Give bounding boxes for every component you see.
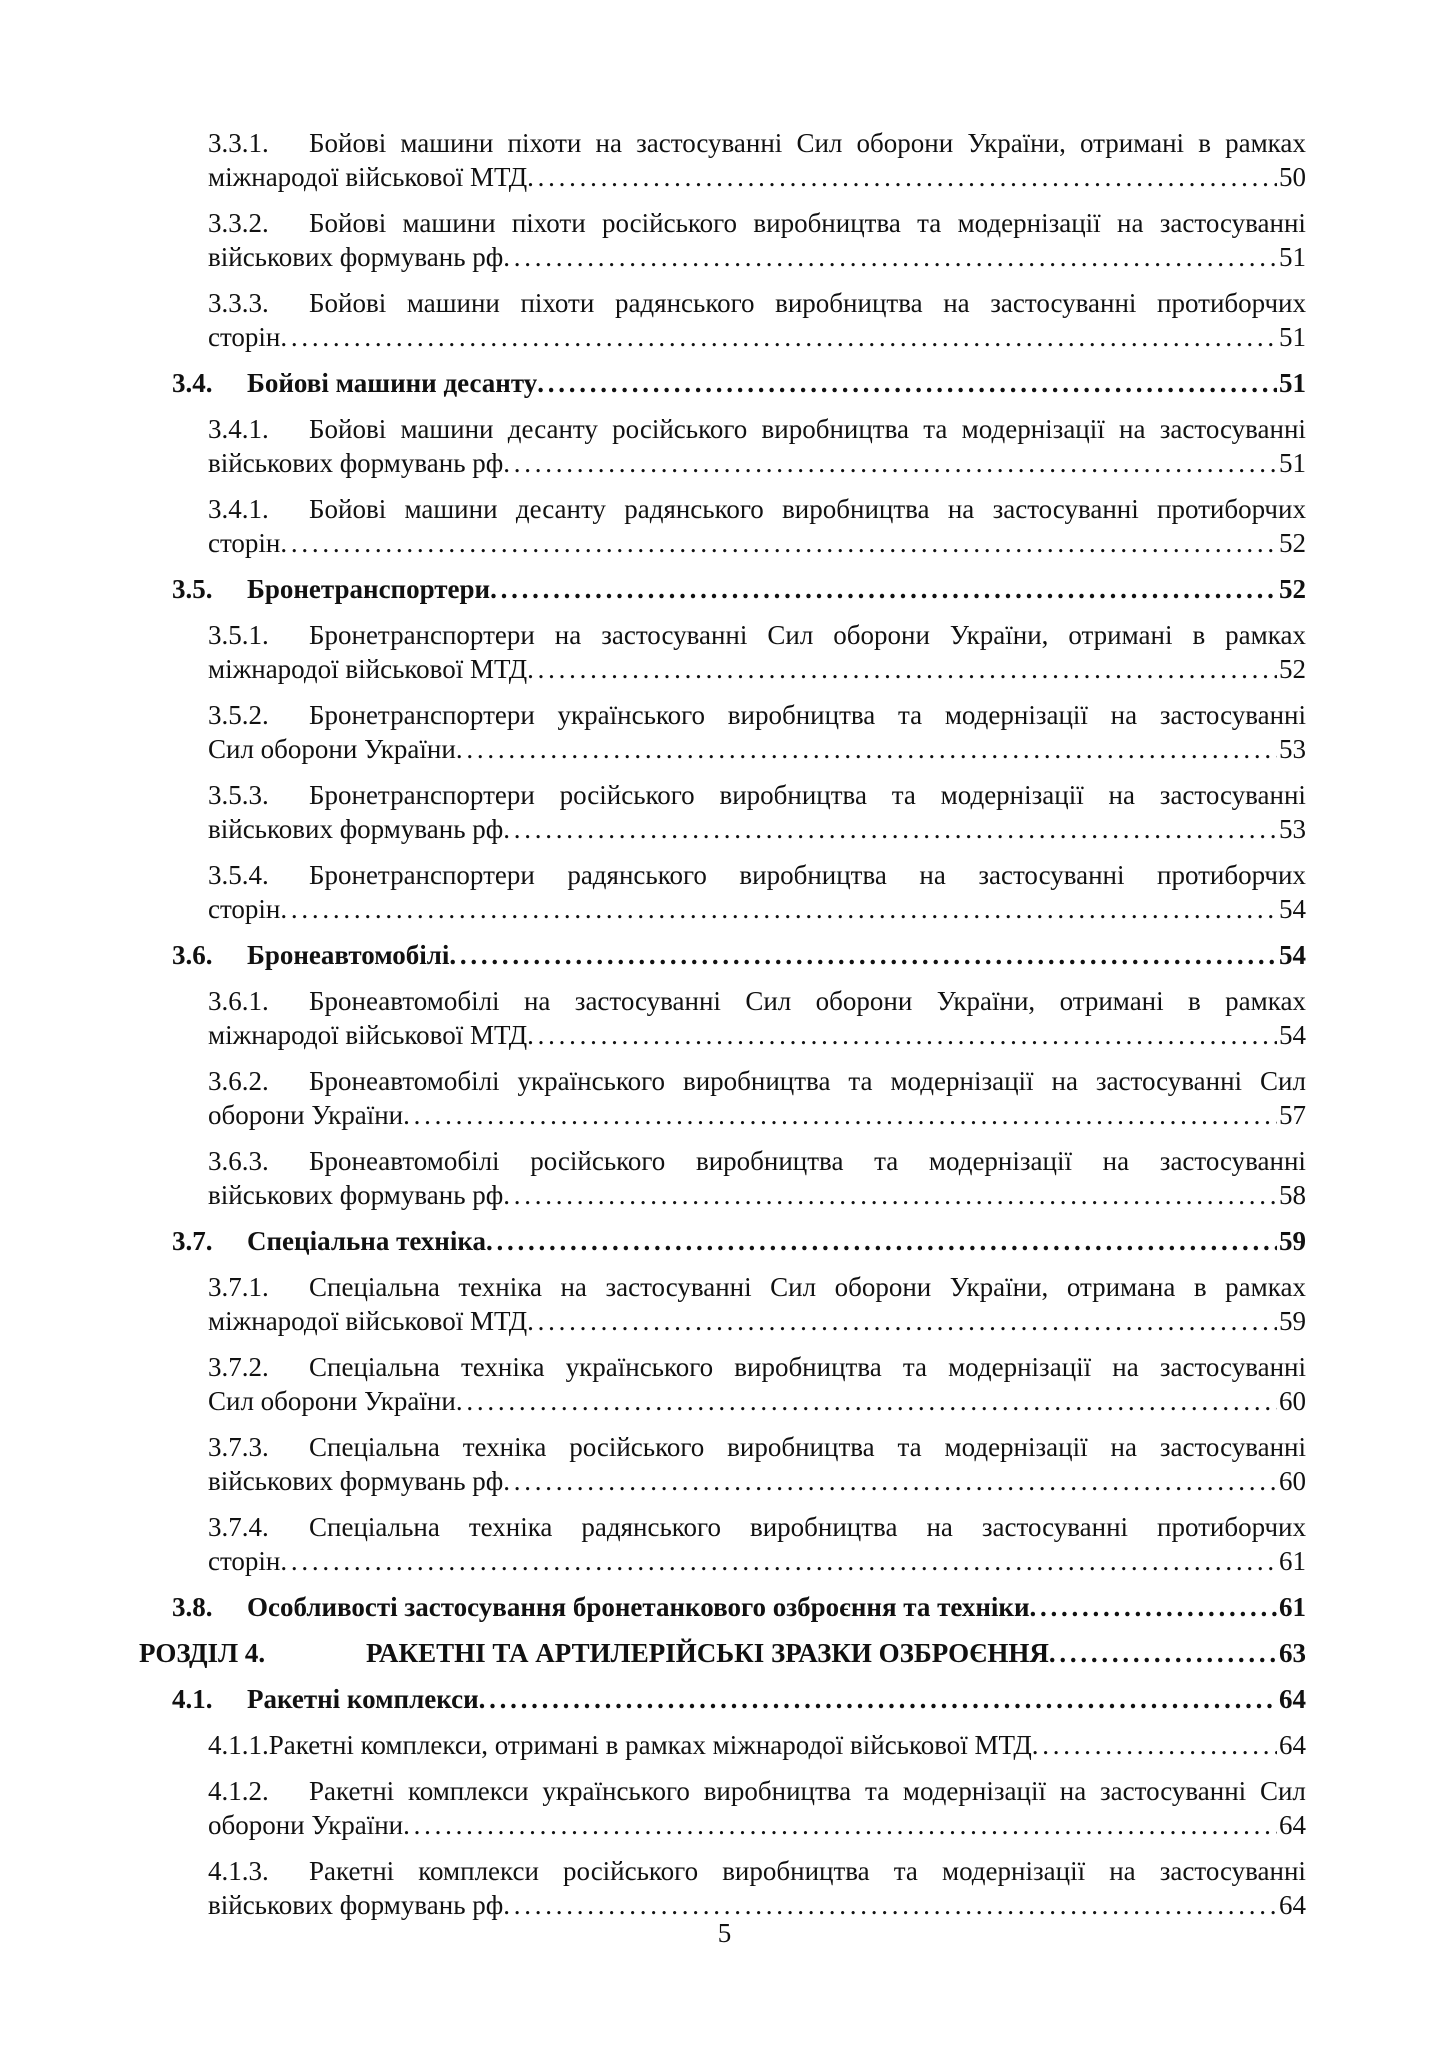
toc-page-number: 51: [1279, 322, 1306, 352]
toc-leader-line: [208, 1728, 1306, 1762]
toc-page-number: 61: [1279, 1592, 1306, 1622]
toc-dot-leader: [503, 446, 1277, 480]
toc-entry-title-line2: сторін: [208, 528, 281, 558]
toc-page-number: 51: [1279, 368, 1306, 398]
toc-dot-leader: [486, 1224, 1277, 1258]
toc-dot-leader: [527, 1304, 1277, 1338]
toc-page-number: 52: [1279, 574, 1306, 604]
toc-dot-leader: [490, 572, 1277, 606]
toc-entry-title-line1: Спеціальна техніка на застосуванні Сил оборони України, отримана в рамках: [309, 1272, 1306, 1302]
toc-page-number: 61: [1279, 1546, 1306, 1576]
toc-dot-leader: [456, 732, 1277, 766]
toc-entry-number: 3.6.2.: [208, 1066, 269, 1096]
toc-dot-leader: [449, 938, 1277, 972]
toc-entry-title-line1: Бронетранспортери радянського виробництва на застосуванні протиборчих: [309, 860, 1306, 890]
toc-page-number: 52: [1279, 654, 1306, 684]
toc-entry-subsection[interactable]: [172, 572, 1306, 606]
toc-page-number: 53: [1279, 734, 1306, 764]
toc-entry-title-line1: Бронетранспортери українського виробництва та модернізації на застосуванні: [309, 700, 1306, 730]
toc-page-number: 54: [1279, 894, 1306, 924]
toc-entry-number: 3.3.1.: [208, 128, 269, 158]
toc-entry-title-line1: Бойові машини піхоти радянського виробництва на застосуванні протиборчих: [309, 288, 1306, 318]
table-of-contents: [0, 126, 1449, 1934]
toc-leader-line: [208, 812, 1306, 846]
toc-page-number: 57: [1279, 1100, 1306, 1130]
toc-entry-number: 3.7.3.: [208, 1432, 269, 1462]
toc-leader-line: [172, 1590, 1306, 1624]
toc-entry-subsubsection[interactable]: [208, 984, 1306, 1052]
toc-page-number: 64: [1279, 1890, 1306, 1920]
toc-leader-line: [208, 160, 1306, 194]
toc-entry-title-line2: міжнародої військової МТД: [208, 654, 528, 684]
toc-entry-first-line: [208, 492, 1306, 526]
toc-entry-title: РАКЕТНІ ТА АРТИЛЕРІЙСЬКІ ЗРАЗКИ ОЗБРОЄННЯ: [366, 1638, 1049, 1668]
toc-entry-title-line1: Бойові машини піхоти на застосуванні Сил оборони України, отримані в рамках: [309, 128, 1306, 158]
toc-dot-leader: [280, 892, 1277, 926]
toc-dot-leader: [403, 1808, 1277, 1842]
toc-entry-subsubsection[interactable]: [208, 492, 1306, 560]
toc-leader-line: [139, 1636, 1306, 1670]
toc-entry-first-line: [208, 858, 1306, 892]
toc-page-number: 64: [1279, 1684, 1306, 1714]
toc-entry-subsubsection[interactable]: [208, 1854, 1306, 1922]
toc-entry-title-line1: Спеціальна техніка радянського виробництва на застосуванні протиборчих: [309, 1512, 1306, 1542]
toc-dot-leader: [456, 1384, 1277, 1418]
toc-leader-line: [208, 652, 1306, 686]
toc-page-number: 59: [1279, 1306, 1306, 1336]
toc-entry-first-line: [208, 698, 1306, 732]
toc-leader-line: [208, 1098, 1306, 1132]
toc-entry-number: 3.5.1.: [208, 620, 269, 650]
toc-dot-leader: [503, 1464, 1277, 1498]
toc-entry-title-line2: військових формувань рф: [208, 1890, 504, 1920]
toc-entry-first-line: [208, 1774, 1306, 1808]
toc-dot-leader: [280, 526, 1277, 560]
toc-entry-subsubsection[interactable]: [208, 126, 1306, 194]
toc-leader-line: [208, 1808, 1306, 1842]
toc-entry-title-line2: міжнародої військової МТД: [208, 1020, 528, 1050]
toc-entry-title-line2: військових формувань рф: [208, 1466, 504, 1496]
toc-leader-line: [208, 1544, 1306, 1578]
toc-entry-number: РОЗДІЛ 4.: [139, 1638, 266, 1668]
toc-entry-subsubsection[interactable]: [208, 858, 1306, 926]
toc-dot-leader: [280, 320, 1277, 354]
toc-entry-title-line1: Бойові машини піхоти російського виробництва та модернізації на застосуванні: [309, 208, 1306, 238]
toc-entry-first-line: [208, 1270, 1306, 1304]
toc-entry-title-line2: військових формувань рф: [208, 448, 504, 478]
toc-entry-title-line2: Сил оборони України: [208, 734, 456, 764]
toc-page-number: 60: [1279, 1466, 1306, 1496]
toc-entry-first-line: [208, 1430, 1306, 1464]
toc-entry-title-line2: оборони України: [208, 1810, 404, 1840]
toc-entry-first-line: [208, 286, 1306, 320]
toc-page-number: 51: [1279, 448, 1306, 478]
toc-entry-number: 4.1.2.: [208, 1776, 269, 1806]
toc-entry-title-line2: сторін: [208, 894, 281, 924]
page-number: 5: [717, 1918, 732, 1948]
toc-entry-number: 3.4.1.: [208, 414, 269, 444]
toc-entry-title: Особливості застосування бронетанкового озброєння та техніки: [247, 1592, 1030, 1622]
toc-entry-number: 3.5.3.: [208, 780, 269, 810]
toc-entry-first-line: [208, 778, 1306, 812]
toc-entry-chapter[interactable]: [139, 1636, 1306, 1670]
toc-entry-title-line1: Бронетранспортери російського виробництва та модернізації на застосуванні: [309, 780, 1306, 810]
toc-page-number: 52: [1279, 528, 1306, 558]
toc-entry-first-line: [208, 1064, 1306, 1098]
toc-dot-leader: [503, 812, 1277, 846]
toc-entry-title-line2: сторін: [208, 322, 281, 352]
toc-entry-first-line: [208, 1144, 1306, 1178]
toc-dot-leader: [403, 1098, 1277, 1132]
toc-leader-line: [208, 1464, 1306, 1498]
toc-page-number: 54: [1279, 940, 1306, 970]
toc-entry-subsubsection[interactable]: [208, 1270, 1306, 1338]
toc-dot-leader: [280, 1544, 1277, 1578]
toc-entry-number: 3.3.3.: [208, 288, 269, 318]
toc-page-number: 50: [1279, 162, 1306, 192]
toc-entry-first-line: [208, 618, 1306, 652]
toc-entry-subsection[interactable]: [172, 1682, 1306, 1716]
toc-leader-line: [208, 526, 1306, 560]
toc-dot-leader: [503, 1178, 1277, 1212]
toc-leader-line: [208, 240, 1306, 274]
toc-dot-leader: [527, 652, 1277, 686]
toc-entry-number: 4.1.: [172, 1684, 213, 1714]
toc-entry-number: 3.5.: [172, 574, 213, 604]
toc-entry-number: 3.7.2.: [208, 1352, 269, 1382]
toc-leader-line: [172, 1682, 1306, 1716]
toc-leader-line: [172, 1224, 1306, 1258]
toc-entry-title-line1: Спеціальна техніка українського виробництва та модернізації на застосуванні: [309, 1352, 1306, 1382]
toc-entry-number: 3.4.1.: [208, 494, 269, 524]
toc-leader-line: [208, 320, 1306, 354]
toc-entry-first-line: [208, 1854, 1306, 1888]
toc-entry-title-line1: Бронеавтомобілі російського виробництва та модернізації на застосуванні: [309, 1146, 1306, 1176]
toc-leader-line: [208, 1384, 1306, 1418]
toc-entry-title-line1: Ракетні комплекси російського виробництва та модернізації на застосуванні: [309, 1856, 1306, 1886]
toc-page-number: 59: [1279, 1226, 1306, 1256]
toc-entry-number: 3.7.: [172, 1226, 213, 1256]
toc-page-number: 54: [1279, 1020, 1306, 1050]
toc-entry-subsubsection[interactable]: [208, 1774, 1306, 1842]
toc-entry-title: Ракетні комплекси: [247, 1684, 479, 1714]
toc-page-number: 60: [1279, 1386, 1306, 1416]
toc-entry-title: Спеціальна техніка: [247, 1226, 486, 1256]
toc-entry-number: 3.6.1.: [208, 986, 269, 1016]
toc-dot-leader: [503, 240, 1277, 274]
toc-entry-title-line2: військових формувань рф: [208, 242, 504, 272]
toc-dot-leader: [1049, 1636, 1277, 1670]
toc-entry-number: 3.3.2.: [208, 208, 269, 238]
toc-leader-line: [208, 1304, 1306, 1338]
toc-entry-subsubsection[interactable]: [208, 286, 1306, 354]
toc-entry-first-line: [208, 206, 1306, 240]
toc-entry-number: 3.4.: [172, 368, 213, 398]
toc-entry-subsubsection[interactable]: [208, 206, 1306, 274]
toc-entry-subsubsection[interactable]: [208, 412, 1306, 480]
toc-entry-title-line2: оборони України: [208, 1100, 404, 1130]
toc-leader-line: [208, 732, 1306, 766]
toc-leader-line: [208, 892, 1306, 926]
toc-leader-line: [208, 1018, 1306, 1052]
toc-entry-title-line1: Бронетранспортери на застосуванні Сил оборони України, отримані в рамках: [309, 620, 1306, 650]
toc-entry-title-line2: міжнародої військової МТД: [208, 162, 528, 192]
toc-page-number: 64: [1279, 1730, 1306, 1760]
toc-page-number: 51: [1279, 242, 1306, 272]
toc-entry-title-line1: Спеціальна техніка російського виробництва та модернізації на застосуванні: [309, 1432, 1306, 1462]
toc-leader-line: [172, 938, 1306, 972]
toc-entry-subsubsection[interactable]: [208, 1144, 1306, 1212]
toc-page-number: 63: [1279, 1638, 1306, 1668]
toc-entry-first-line: [208, 412, 1306, 446]
toc-entry-subsection[interactable]: [172, 1224, 1306, 1258]
toc-entry-first-line: [208, 126, 1306, 160]
toc-page-number: 53: [1279, 814, 1306, 844]
toc-entry-number: 4.1.1.: [208, 1730, 269, 1760]
toc-entry-title-line2: сторін: [208, 1546, 281, 1576]
toc-dot-leader: [1030, 1590, 1277, 1624]
toc-page-number: 64: [1279, 1810, 1306, 1840]
toc-entry-subsubsection[interactable]: [208, 778, 1306, 846]
toc-entry-title-line2: військових формувань рф: [208, 814, 504, 844]
toc-dot-leader: [479, 1682, 1277, 1716]
toc-leader-line: [208, 446, 1306, 480]
toc-entry-number: 3.6.: [172, 940, 213, 970]
toc-entry-subsection[interactable]: [172, 1590, 1306, 1624]
toc-entry-subsubsection[interactable]: [208, 1064, 1306, 1132]
toc-entry-subsubsection[interactable]: [208, 698, 1306, 766]
toc-page-number: 58: [1279, 1180, 1306, 1210]
toc-entry-number: 3.5.4.: [208, 860, 269, 890]
toc-entry-title: Бойові машини десанту: [247, 368, 538, 398]
toc-entry-first-line: [208, 1510, 1306, 1544]
toc-entry-subsubsection[interactable]: [208, 1510, 1306, 1578]
toc-entry-title-line2: Сил оборони України: [208, 1386, 456, 1416]
toc-entry-number: 3.5.2.: [208, 700, 269, 730]
toc-entry-first-line: [208, 1350, 1306, 1384]
toc-entry-subsubsection[interactable]: [208, 1430, 1306, 1498]
toc-entry-number: 3.8.: [172, 1592, 213, 1622]
toc-entry-title-line1: Бронеавтомобілі на застосуванні Сил оборони України, отримані в рамках: [309, 986, 1306, 1016]
toc-dot-leader: [527, 1018, 1277, 1052]
toc-dot-leader: [527, 160, 1277, 194]
toc-dot-leader: [1032, 1728, 1277, 1762]
toc-entry-title: Бронетранспортери: [247, 574, 491, 604]
toc-leader-line: [172, 572, 1306, 606]
toc-entry-title: Ракетні комплекси, отримані в рамках міжнародої військової МТД: [268, 1730, 1032, 1760]
toc-entry-subsubsection[interactable]: [208, 618, 1306, 686]
toc-entry-title-line1: Ракетні комплекси українського виробництва та модернізації на застосуванні Сил: [309, 1776, 1306, 1806]
toc-entry-title-line1: Бронеавтомобілі українського виробництва та модернізації на застосуванні Сил: [309, 1066, 1306, 1096]
toc-entry-title-line2: міжнародої військової МТД: [208, 1306, 528, 1336]
toc-entry-first-line: [208, 984, 1306, 1018]
toc-entry-number: 3.7.1.: [208, 1272, 269, 1302]
toc-entry-title-line2: військових формувань рф: [208, 1180, 504, 1210]
toc-entry-subsection[interactable]: [172, 366, 1306, 400]
toc-entry-number: 3.7.4.: [208, 1512, 269, 1542]
toc-entry-title-line1: Бойові машини десанту російського виробництва та модернізації на застосуванні: [309, 414, 1306, 444]
toc-dot-leader: [537, 366, 1277, 400]
toc-entry-subsubsection[interactable]: [208, 1350, 1306, 1418]
toc-entry-title: Бронеавтомобілі: [247, 940, 450, 970]
toc-entry-number: 4.1.3.: [208, 1856, 269, 1886]
toc-entry-subsubsection[interactable]: [208, 1728, 1306, 1762]
toc-entry-subsection[interactable]: [172, 938, 1306, 972]
toc-entry-number: 3.6.3.: [208, 1146, 269, 1176]
toc-leader-line: [208, 1178, 1306, 1212]
toc-entry-title-line1: Бойові машини десанту радянського виробництва на застосуванні протиборчих: [309, 494, 1306, 524]
toc-leader-line: [172, 366, 1306, 400]
